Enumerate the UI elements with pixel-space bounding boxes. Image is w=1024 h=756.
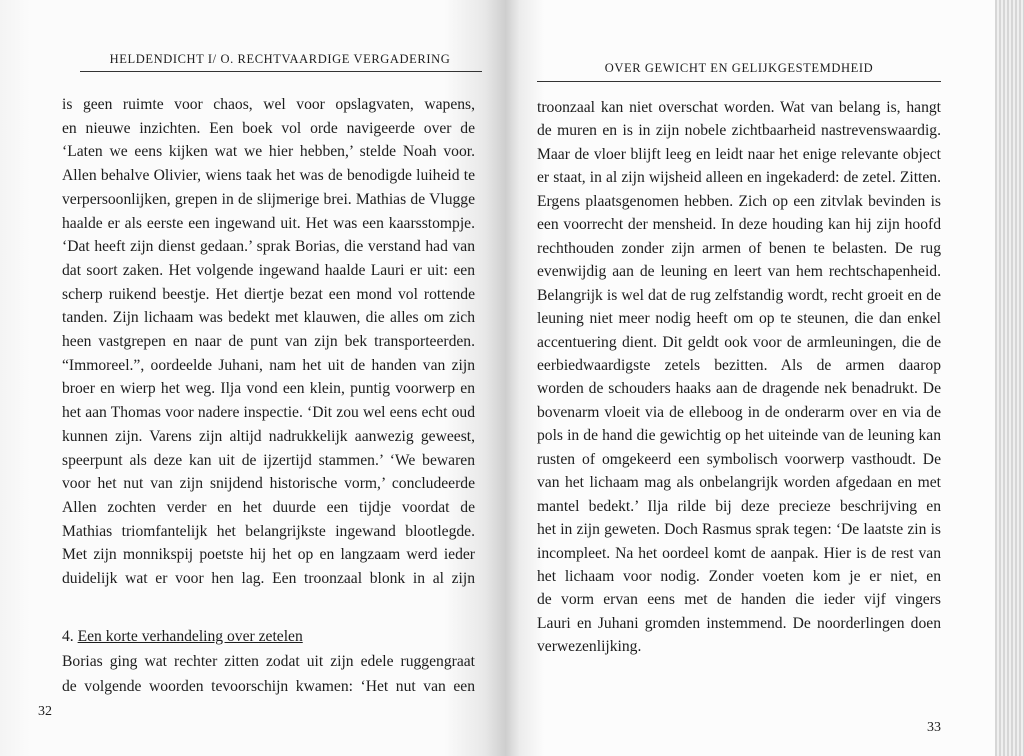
- text-line: pols in de hand die gewichtig op het uiteinde van de leuning kan: [537, 427, 941, 445]
- running-head-right: OVER GEWICHT EN GELIJKGESTEMDHEID: [604, 61, 874, 75]
- text-line: speerpunt als deze kan uit de ijzertijd stammen.’ ‘We bewaren: [62, 451, 475, 469]
- header-rule-left: [80, 71, 482, 72]
- page-edges: [995, 0, 1024, 756]
- text-line: het aan Thomas voor nadere inspectie. ‘Dit zou wel eens echt oud: [62, 404, 475, 422]
- text-line: duidelijk wat er voor hen lag. Een troonzaal blonk in al zijn: [62, 570, 475, 587]
- section-heading: [62, 627, 482, 647]
- text-line: ‘Dat heeft zijn dienst gedaan.’ sprak Borias, die verstand had van: [62, 238, 475, 256]
- text-line: Allen zochten verder en het duurde een tijdje voordat de: [62, 498, 475, 516]
- text-line: rusten of omgekeerd een symbolisch voorwerp vasthoudt. De: [537, 450, 941, 468]
- text-line: bovenarm vloeit via de elleboog in de onderarm over en via de: [537, 403, 941, 421]
- text-line: Ergens plaatsgenomen hebben. Zich op een zitvlak bevinden is: [537, 192, 941, 210]
- text-line: de muren en is in zijn nobele zichtbaarheid nastrevenswaardig.: [537, 122, 941, 140]
- text-line: verpersoonlijken, grepen in de slijmerige brei. Mathias de Vlugge: [62, 190, 475, 208]
- text-line: kunnen zijn. Varens zijn altijd nadrukkelijk aanwezig geweest,: [62, 427, 475, 445]
- text-line: leuning niet meer nodig heeft om op te steunen, die dan enkel: [537, 310, 941, 328]
- page-number-right: 33: [927, 720, 941, 735]
- text-line: Allen behalve Olivier, wiens taak het was de benodigde luiheid te: [62, 167, 475, 185]
- running-head-left: HELDENDICHT I/ O. RECHTVAARDIGE VERGADERING: [109, 52, 451, 66]
- text-line: eerbiedwaardigste zetels bezitten. Als de armen daarop: [537, 356, 941, 374]
- text-line: heen vastgrepen en naar de punt van zijn bek transporteerden.: [62, 333, 475, 350]
- header-rule-right: [537, 81, 941, 82]
- text-line: en nieuwe inzichten. Een boek vol orde navigeerde over de: [62, 119, 475, 137]
- text-line: evenwijdig aan de leuning en leert van hem rechtschapenheid.: [537, 263, 941, 281]
- text-line: het in zijn geweten. Doch Rasmus sprak tegen: ‘De laatste zin is: [537, 521, 941, 539]
- text-line: “Immoreel.”, oordeelde Juhani, nam het uit de handen van zijn: [62, 356, 475, 374]
- text-line: haalde er als eerste een ingewand uit. Het was een kaarsstompje.: [62, 214, 475, 232]
- text-line: Mathias triomfantelijk het belangrijkste ingewand blootlegde.: [62, 522, 475, 540]
- text-line: accentuering dient. Dit geldt ook voor de armleuningen, die de: [537, 333, 941, 351]
- text-line: verwezenlijking.: [537, 638, 642, 656]
- text-line: de vorm ervan eens met de handen die ieder vijf vingers: [537, 591, 941, 609]
- page-number-left: 32: [38, 704, 52, 719]
- text-line: mantel bedekt.’ Ilja rilde bij deze precieze beschrijving en: [537, 497, 941, 515]
- text-line: het lichaam voor nodig. Zonder voeten kom je er niet, en: [537, 568, 941, 585]
- text-line: van het lichaam mag als onbelangrijk worden afgedaan en met: [537, 474, 941, 492]
- text-line: Belangrijk is wel dat de rug zelfstandig wordt, recht groeit en de: [537, 286, 941, 304]
- text-line: Lauri en Juhani gromden instemmend. De noorderlingen doen: [537, 614, 941, 632]
- text-line: is geen ruimte voor chaos, wel voor opslagvaten, wapens,: [62, 96, 475, 113]
- text-line: Borias ging wat rechter zitten zodat uit zijn edele ruggengraat: [62, 653, 475, 670]
- text-line: Met zijn monnikspij poetste hij het op en langzaam werd ieder: [62, 546, 475, 564]
- right-page: [505, 0, 997, 756]
- text-line: de volgende woorden tevoorschijn kwamen: ‘Het nut van een: [62, 678, 475, 695]
- text-line: scherp ruikend beestje. Het diertje bezat een mond vol rottende: [62, 285, 475, 303]
- text-line: voor het nut van zijn snijdend historische vorm,’ concludeerde: [62, 475, 475, 493]
- text-line: er staat, in al zijn wijsheid alleen en ingekaderd: de zetel. Zitten.: [537, 169, 941, 187]
- section-number: 4.: [62, 628, 74, 645]
- text-line: rechthouden zonder zijn armen of benen te belasten. De rug: [537, 239, 941, 257]
- text-line: een voorrecht der mensheid. In deze houding kan hij zijn hoofd: [537, 216, 941, 234]
- text-line: tanden. Zijn lichaam was bedekt met klauwen, die alles om zich: [62, 309, 475, 327]
- text-line: ‘Laten we eens kijken wat we hier hebben,’ stelde Noah voor.: [62, 143, 475, 161]
- text-line: worden de schouders haaks aan de dragende nek benadrukt. De: [537, 380, 941, 398]
- text-line: broer en wierp het weg. Ilja vond een klein, puntig voorwerp en: [62, 380, 475, 398]
- text-line: troonzaal kan niet overschat worden. Wat van belang is, hangt: [537, 99, 941, 116]
- text-line: dat soort zaken. Het volgende ingewand haalde Lauri er uit: een: [62, 261, 475, 279]
- text-line: Maar de vloer blijft leeg en leidt naar het enige relevante object: [537, 145, 941, 163]
- section-title: Een korte verhandeling over zetelen: [77, 628, 303, 645]
- left-page: [0, 0, 505, 756]
- text-line: incompleet. Na het oordeel komt de aanpak. Hier is de rest van: [537, 544, 941, 562]
